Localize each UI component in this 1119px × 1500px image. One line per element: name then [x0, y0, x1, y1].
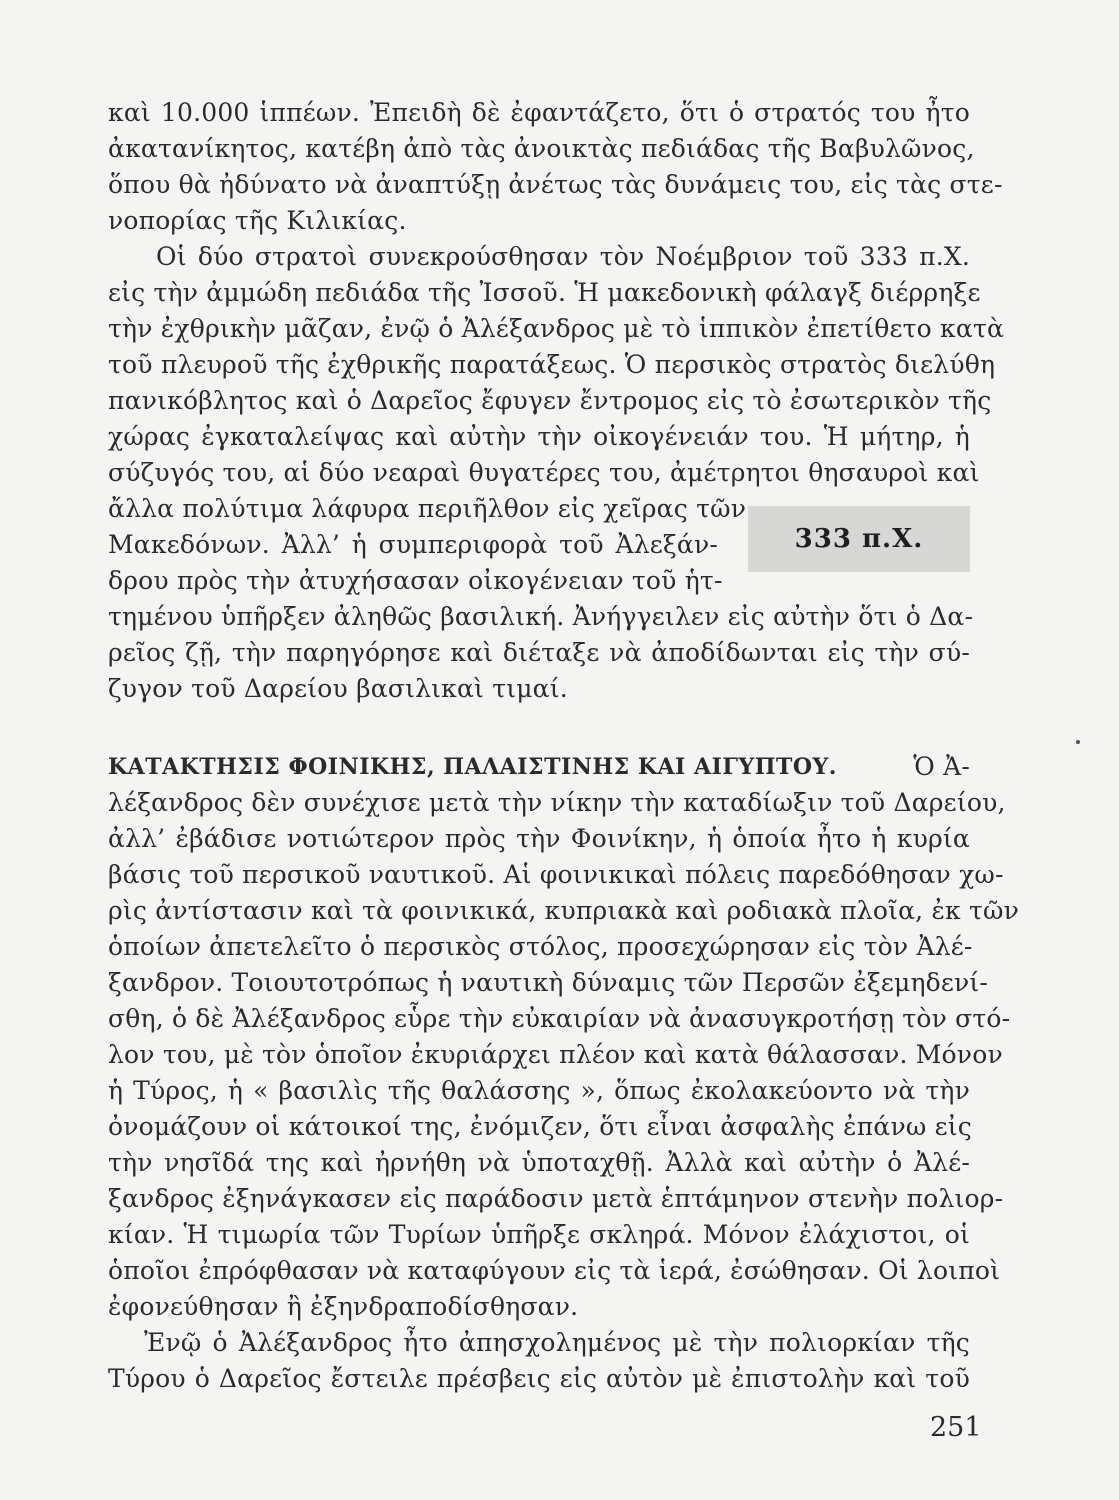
text-line: λον του, μὲ τὸν ὁποῖον ἐκυριάρχει πλέον καὶ κατὰ θάλασσαν. Μόνον [108, 1040, 1003, 1069]
text-line: ρὶς ἀντίστασιν καὶ τὰ φοινικικά, κυπριακὰ καὶ ροδιακὰ πλοῖα, ἐκ τῶν [108, 896, 1020, 925]
text-line: Οἱ δύο στρατοὶ συνεκρούσθησαν τὸν Νοέμβριον τοῦ 333 π.Χ. [156, 242, 970, 271]
text-line: εἰς τὴν ἀμμώδη πεδιάδα τῆς Ἰσσοῦ. Ἡ μακεδονικὴ φάλαγξ διέρρηξε [108, 278, 981, 307]
page-number: 251 [930, 1412, 982, 1443]
heading-tail: Ὁ Ἀ- [913, 752, 970, 781]
text-line: νοπορίας τῆς Κιλικίας. [108, 206, 407, 235]
text-line: τὴν ἐχθρικὴν μᾶζαν, ἐνῷ ὁ Ἀλέξανδρος μὲ τὸ ἱππικὸν ἐπετίθετο κατὰ [108, 314, 1005, 343]
text-line: Τύρου ὁ Δαρεῖος ἔστειλε πρέσβεις εἰς αὐτὸν μὲ ἐπιστολὴν καὶ τοῦ [108, 1364, 970, 1393]
text-line: λέξανδρος δὲν συνέχισε μετὰ τὴν νίκην τὴν καταδίωξιν τοῦ Δαρείου, [108, 788, 1006, 817]
section-heading: ΚΑΤΑΚΤΗΣΙΣ ΦΟΙΝΙΚΗΣ, ΠΑΛΑΙΣΤΙΝΗΣ ΚΑΙ ΑΙΓΥΠΤΟΥ. [108, 754, 837, 780]
text-line: ἐφονεύθησαν ἢ ἐξηνδραποδίσθησαν. [108, 1292, 579, 1321]
text-line: ξανδρον. Τοιουτοτρόπως ἡ ναυτικὴ δύναμις τῶν Περσῶν ἐξεμηδενί- [108, 968, 989, 997]
text-line: ἡ Τύρος, ἡ « βασιλὶς τῆς θαλάσσης », ὅπως ἐκολακεύοντο νὰ τὴν [108, 1076, 970, 1105]
text-line: τὴν νησῖδά της καὶ ἠρνήθη νὰ ὑποταχθῇ. Ἀλλὰ καὶ αὐτὴν ὁ Ἀλέ- [108, 1148, 970, 1177]
ink-mark [1076, 740, 1080, 744]
text-line: ἀκατανίκητος, κατέβη ἀπὸ τὰς ἀνοικτὰς πεδιάδας τῆς Βαβυλῶνος, [108, 134, 975, 163]
text-line: ξανδρος ἐξηνάγκασεν εἰς παράδοσιν μετὰ ἑπτάμηνον στενὴν πολιορ- [108, 1184, 1004, 1213]
text-line: ἀλλ’ ἐβάδισε νοτιώτερον πρὸς τὴν Φοινίκην, ἡ ὁποία ἦτο ἡ κυρία [108, 824, 970, 853]
text-line: ὁποῖοι ἐπρόφθασαν νὰ καταφύγουν εἰς τὰ ἱερά, ἐσώθησαν. Οἱ λοιποὶ [108, 1256, 1001, 1285]
text-line: ὀνομάζουν οἱ κάτοικοί της, ἐνόμιζεν, ὅτι εἶναι ἀσφαλὴς ἐπάνω εἰς [108, 1112, 972, 1141]
text-line: χώρας ἐγκαταλείψας καὶ αὐτὴν τὴν οἰκογένειάν του. Ἡ μήτηρ, ἡ [108, 422, 970, 451]
text-line: ἄλλα πολύτιμα λάφυρα περιῆλθον εἰς χεῖρας τῶν [108, 494, 747, 523]
margin-date-text: 333 π.Χ. [794, 524, 924, 554]
margin-date-note [748, 506, 970, 572]
text-line: κίαν. Ἡ τιμωρία τῶν Τυρίων ὑπῆρξε σκληρά. Μόνον ἐλάχιστοι, οἱ [108, 1220, 970, 1249]
text-line: πανικόβλητος καὶ ὁ Δαρεῖος ἔφυγεν ἔντρομος εἰς τὸ ἐσωτερικὸν τῆς [108, 386, 992, 415]
text-line: ὅπου θὰ ἠδύνατο νὰ ἀναπτύξῃ ἀνέτως τὰς δυνάμεις του, εἰς τὰς στε- [108, 170, 1003, 199]
text-line: καὶ 10.000 ἱππέων. Ἐπειδὴ δὲ ἐφαντάζετο, ὅτι ὁ στρατός του ἦτο [108, 98, 970, 127]
heading-line [108, 752, 970, 788]
text-line: τημένου ὑπῆρξεν ἀληθῶς βασιλική. Ἀνήγγειλεν εἰς αὐτὴν ὅτι ὁ Δα- [108, 602, 974, 631]
text-line: ζυγον τοῦ Δαρείου βασιλικαὶ τιμαί. [108, 674, 568, 703]
text-line: ρεῖος ζῇ, τὴν παρηγόρησε καὶ διέταξε νὰ ἀποδίδωνται εἰς τὴν σύ- [108, 638, 970, 667]
text-line: Μακεδόνων. Ἀλλ’ ἡ συμπεριφορὰ τοῦ Ἀλεξάν- [108, 530, 718, 559]
text-line: βάσις τοῦ περσικοῦ ναυτικοῦ. Αἱ φοινικικαὶ πόλεις παρεδόθησαν χω- [108, 860, 1004, 889]
text-line: σθη, ὁ δὲ Ἀλέξανδρος εὗρε τὴν εὐκαιρίαν νὰ ἀνασυγκροτήσῃ τὸν στό- [108, 1004, 1011, 1033]
text-line: τοῦ πλευροῦ τῆς ἐχθρικῆς παρατάξεως. Ὁ περσικὸς στρατὸς διελύθη [108, 350, 996, 379]
text-line: Ἐνῷ ὁ Ἀλέξανδρος ἦτο ἀπησχολημένος μὲ τὴν πολιορκίαν τῆς [144, 1328, 970, 1357]
text-line: σύζυγός του, αἱ δύο νεαραὶ θυγατέρες του, ἀμέτρητοι θησαυροὶ καὶ [108, 458, 980, 487]
text-line: δρου πρὸς τὴν ἀτυχήσασαν οἰκογένειαν τοῦ ἡτ- [108, 566, 723, 595]
text-line: ὁποίων ἀπετελεῖτο ὁ περσικὸς στόλος, προσεχώρησαν εἰς τὸν Ἀλέ- [108, 932, 973, 961]
